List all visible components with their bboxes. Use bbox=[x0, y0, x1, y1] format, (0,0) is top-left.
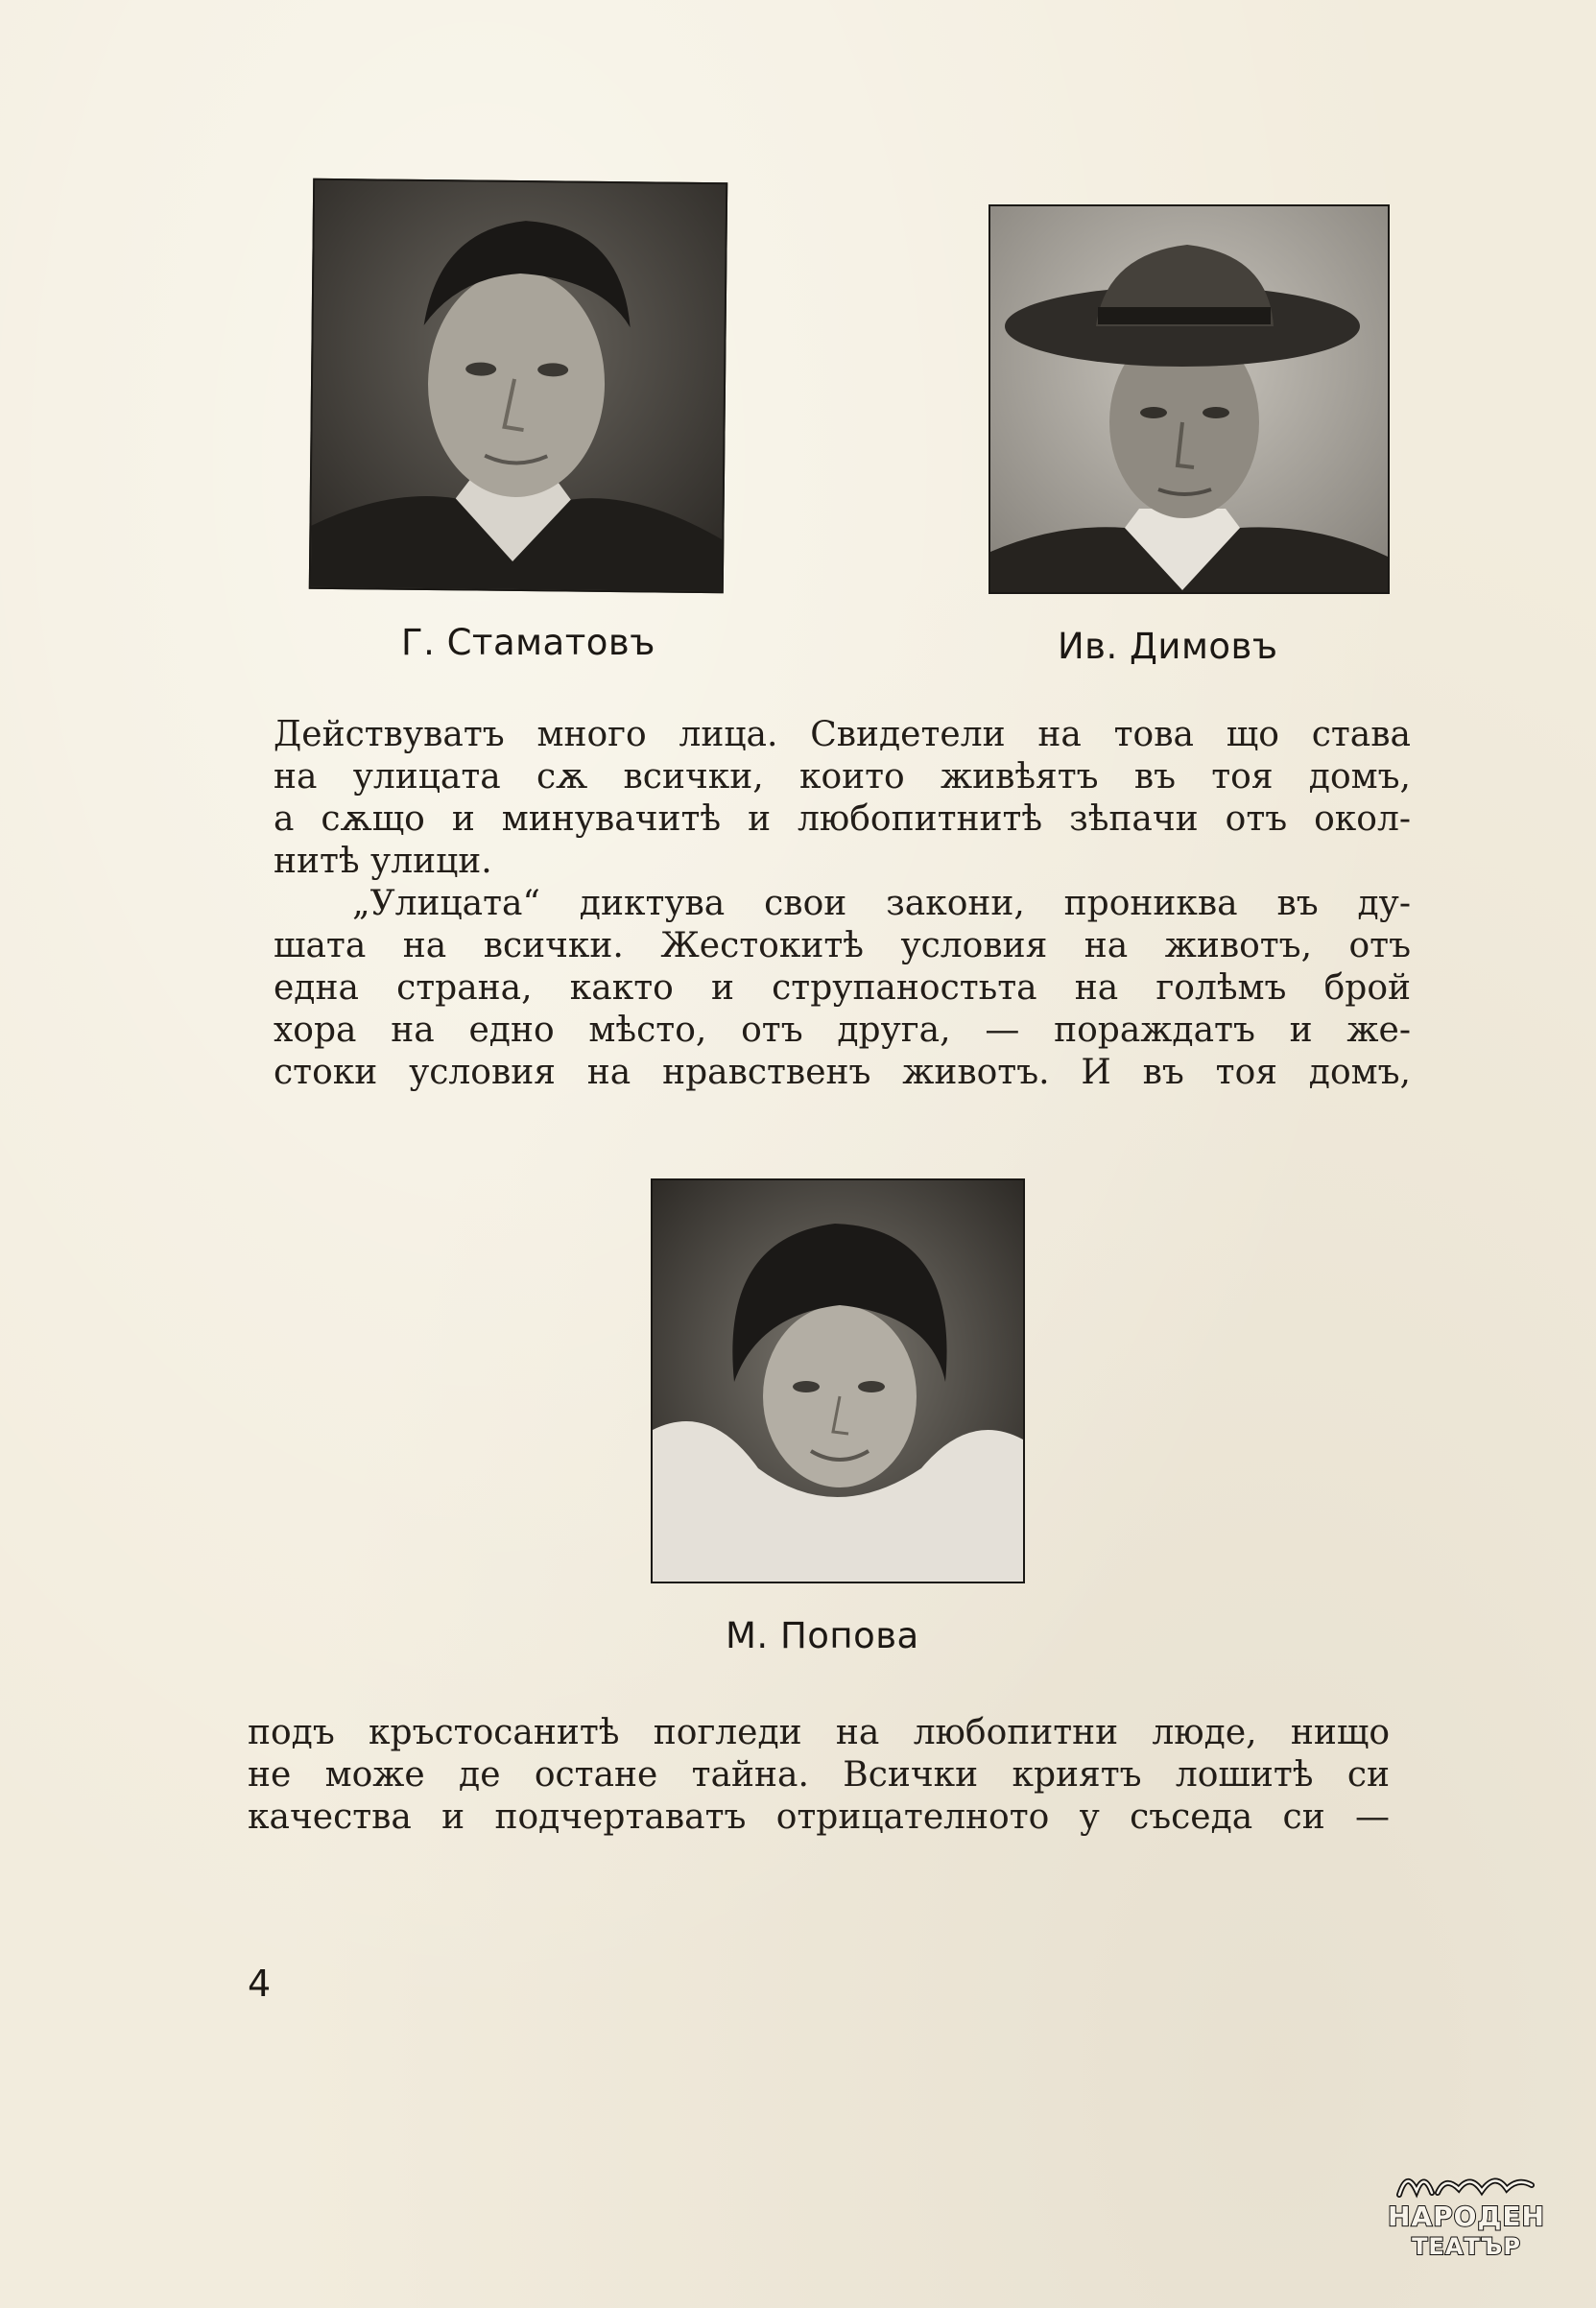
portrait-photo-dimov bbox=[989, 204, 1390, 594]
portrait-caption-dimov: Ив. Димовъ bbox=[1058, 626, 1278, 667]
archive-stamp bbox=[1382, 2164, 1551, 2265]
stamp-text: ТЕАТЪР bbox=[1412, 2233, 1521, 2260]
body-text-top bbox=[274, 714, 1411, 1094]
text-line: подъ кръстосанитѣ погледи на любопитни люде, нищо bbox=[248, 1713, 1390, 1752]
text-line: хора на едно мѣсто, отъ друга, — пораждатъ и же- bbox=[274, 1011, 1411, 1050]
text-line: а сѫщо и минувачитѣ и любопитнитѣ зѣпачи отъ окол- bbox=[274, 799, 1411, 839]
page-number: 4 bbox=[248, 1963, 272, 2005]
text-line: нитѣ улици. bbox=[274, 842, 492, 881]
portrait-caption-stamatov: Г. Стаматовъ bbox=[401, 622, 655, 663]
text-line: на улицата сѫ всички, които живѣятъ въ тоя домъ, bbox=[274, 757, 1411, 797]
portrait-photo-stamatov bbox=[309, 178, 727, 594]
text-line: стоки условия на нравственъ животъ. И въ тоя домъ, bbox=[274, 1053, 1411, 1092]
portrait-image bbox=[990, 206, 1388, 592]
portrait-image bbox=[653, 1180, 1023, 1582]
portrait-caption-popova: М. Попова bbox=[726, 1615, 919, 1656]
text-line: не може де остане тайна. Всички криятъ лошитѣ си bbox=[248, 1755, 1390, 1795]
portrait-photo-popova bbox=[651, 1178, 1025, 1583]
text-line: качества и подчертаватъ отрицателното у съседа си — bbox=[248, 1797, 1390, 1837]
text-line: шата на всички. Жестокитѣ условия на животъ, отъ bbox=[274, 926, 1411, 965]
text-line: „Улицата“ диктува свои закони, прониква въ ду- bbox=[352, 884, 1411, 923]
signature-mark bbox=[1382, 2164, 1551, 2202]
portrait-image bbox=[311, 180, 726, 591]
text-line: Действуватъ много лица. Свидетели на това що става bbox=[274, 715, 1411, 754]
stamp-text: НАРОДЕН bbox=[1388, 2201, 1545, 2232]
text-line: една страна, както и струпаностьта на голѣмъ брой bbox=[274, 968, 1411, 1008]
body-text-bottom bbox=[248, 1712, 1390, 1839]
